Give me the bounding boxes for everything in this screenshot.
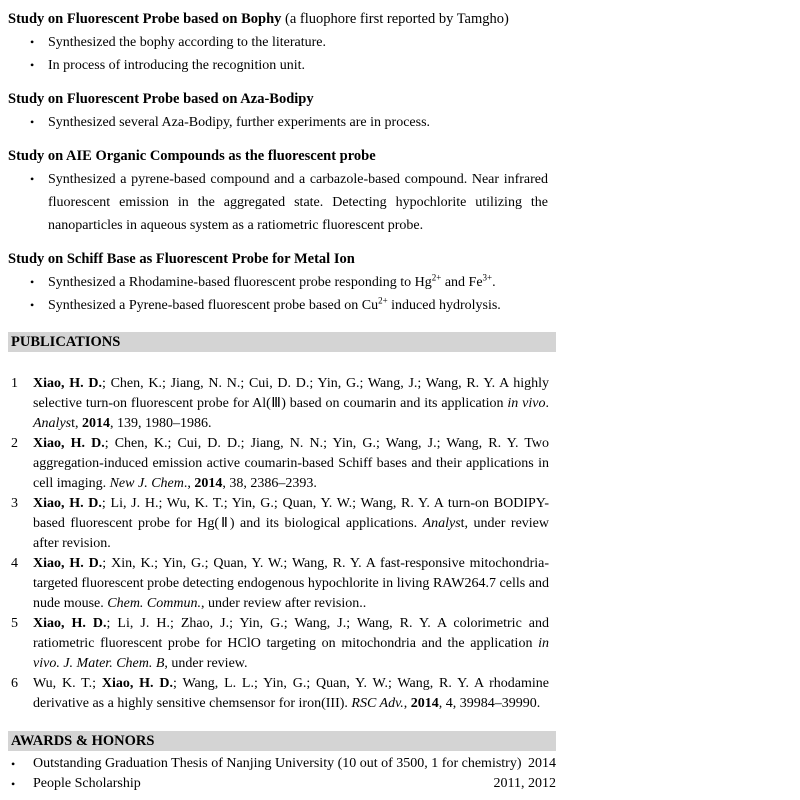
research-section: [8, 9, 556, 77]
bullet-text: In process of introducing the recognition unit.: [48, 58, 305, 73]
research-section-heading-bold: Study on Fluorescent Probe based on Aza-Bodipy: [8, 91, 314, 107]
bullet-icon: •: [11, 777, 16, 791]
research-bullet-list: [8, 111, 556, 134]
research-bullet-list: [8, 31, 556, 77]
publication-item: [8, 554, 556, 614]
award-item: [8, 754, 556, 774]
publications-list: [8, 374, 556, 714]
bullet-icon: •: [11, 757, 16, 771]
award-item: [8, 774, 556, 794]
research-section-heading-bold: Study on Schiff Base as Fluorescent Probe for Metal Ion: [8, 251, 355, 267]
bullet-text: Synthesized a Rhodamine-based fluorescent probe responding to $Hg^{2+}$ and $Fe^{3+}$.: [48, 272, 496, 290]
bullet-item: [8, 271, 556, 294]
research-section-heading: [8, 249, 556, 269]
bullet-item: [8, 54, 556, 77]
research-section-heading: [8, 89, 556, 109]
awards-list: [8, 754, 556, 794]
bullet-icon: •: [30, 58, 35, 72]
research-bullet-list: [8, 271, 556, 317]
publication-item: [8, 374, 556, 434]
awards-header-bar: [8, 731, 556, 751]
publication-item: [8, 674, 556, 714]
award-text: Outstanding Graduation Thesis of Nanjing University (10 out of 3500, 1 for chemistry): [33, 756, 522, 771]
publication-item: [8, 494, 556, 554]
bullet-text: Synthesized several Aza-Bodipy, further experiments are in process.: [48, 115, 431, 130]
publication-number: 2: [11, 436, 18, 451]
publication-text: Xiao, H. D.; Li, J. H.; Wu, K. T.; Yin, G.; Quan, Y. W.; Wang, R. Y. A turn-on BODIPY-based fluorescent probe for Hg(Ⅱ) and its biological applications. Analyst, under review after revision.: [33, 496, 550, 551]
bullet-item: [8, 111, 556, 134]
bullet-text: Synthesized a Pyrene-based fluorescent probe based on $Cu^{2+}$ induced hydrolysis.: [48, 295, 501, 313]
bullet-item: [8, 294, 556, 317]
bullet-item: [8, 168, 556, 237]
bullet-icon: •: [30, 35, 35, 49]
publication-number: 6: [11, 676, 18, 691]
bullet-text: Synthesized the bophy according to the literature.: [48, 35, 326, 50]
publication-number: 3: [11, 496, 18, 511]
awards-header-label: AWARDS & HONORS: [11, 733, 155, 749]
bullet-icon: •: [30, 275, 35, 289]
publication-text: Xiao, H. D.; Li, J. H.; Zhao, J.; Yin, G.; Wang, J.; Wang, R. Y. A colorimetric and ratiometric fluorescent probe for HClO targeting on mitochondria and the application in vivo. J. Mater. Chem. B, under review.: [33, 616, 550, 671]
bullet-item: [8, 31, 556, 54]
research-section-heading-bold: Study on Fluorescent Probe based on Bophy: [8, 11, 282, 27]
research-section-heading-bold: Study on AIE Organic Compounds as the fluorescent probe: [8, 148, 376, 164]
research-sections: [8, 9, 556, 317]
publication-text: Xiao, H. D.; Xin, K.; Yin, G.; Quan, Y. W.; Wang, R. Y. A fast-responsive mitochondria-targeted fluorescent probe detecting endogenous hypochlorite in living RAW264.7 cells and nude mouse. Chem. Commun., under review after revision..: [33, 556, 549, 611]
bullet-icon: •: [30, 115, 35, 129]
bullet-icon: •: [30, 298, 35, 312]
publication-number: 1: [11, 376, 18, 391]
research-section: [8, 249, 556, 317]
bullet-text: Synthesized a pyrene-based compound and a carbazole-based compound. Near infrared fluorescent emission in the aggregated state. Detecting hypochlorite utilizing the nanoparticles in aqueous system as a ratiometric fluorescent probe.: [48, 172, 548, 233]
publication-text: Xiao, H. D.; Chen, K.; Jiang, N. N.; Cui, D. D.; Yin, G.; Wang, J.; Wang, R. Y. A highly selective turn-on fluorescent probe for Al(Ⅲ) based on coumarin and its application in vivo. Analyst, 2014, 139, 1980–1986.: [33, 376, 549, 431]
research-section-heading: [8, 146, 556, 166]
publications-header-bar: [8, 332, 556, 352]
research-section: [8, 146, 556, 237]
research-section-heading-rest: (a fluophore first reported by Tamgho): [281, 11, 509, 27]
award-text: People Scholarship: [33, 776, 141, 791]
publication-item: [8, 434, 556, 494]
publication-number: 4: [11, 556, 18, 571]
research-section: [8, 89, 556, 134]
publication-text: Wu, K. T.; Xiao, H. D.; Wang, L. L.; Yin, G.; Quan, Y. W.; Wang, R. Y. A rhodamine derivative as a highly sensitive chemsensor for iron(III). RSC Adv., 2014, 4, 39984–39990.: [33, 676, 550, 711]
publication-text: Xiao, H. D.; Chen, K.; Cui, D. D.; Jiang, N. N.; Yin, G.; Wang, J.; Wang, R. Y. Two aggregation-induced emission active coumarin-based Schiff bases and their applications in cell imaging. New J. Chem., 2014, 38, 2386–2393.: [33, 436, 550, 491]
publications-header-label: PUBLICATIONS: [11, 334, 121, 350]
award-date: 2014: [528, 756, 556, 771]
publication-number: 5: [11, 616, 18, 631]
bullet-icon: •: [30, 172, 35, 186]
research-section-heading: [8, 9, 556, 29]
award-date: 2011, 2012: [493, 776, 556, 791]
research-bullet-list: [8, 168, 556, 237]
publication-item: [8, 614, 556, 674]
